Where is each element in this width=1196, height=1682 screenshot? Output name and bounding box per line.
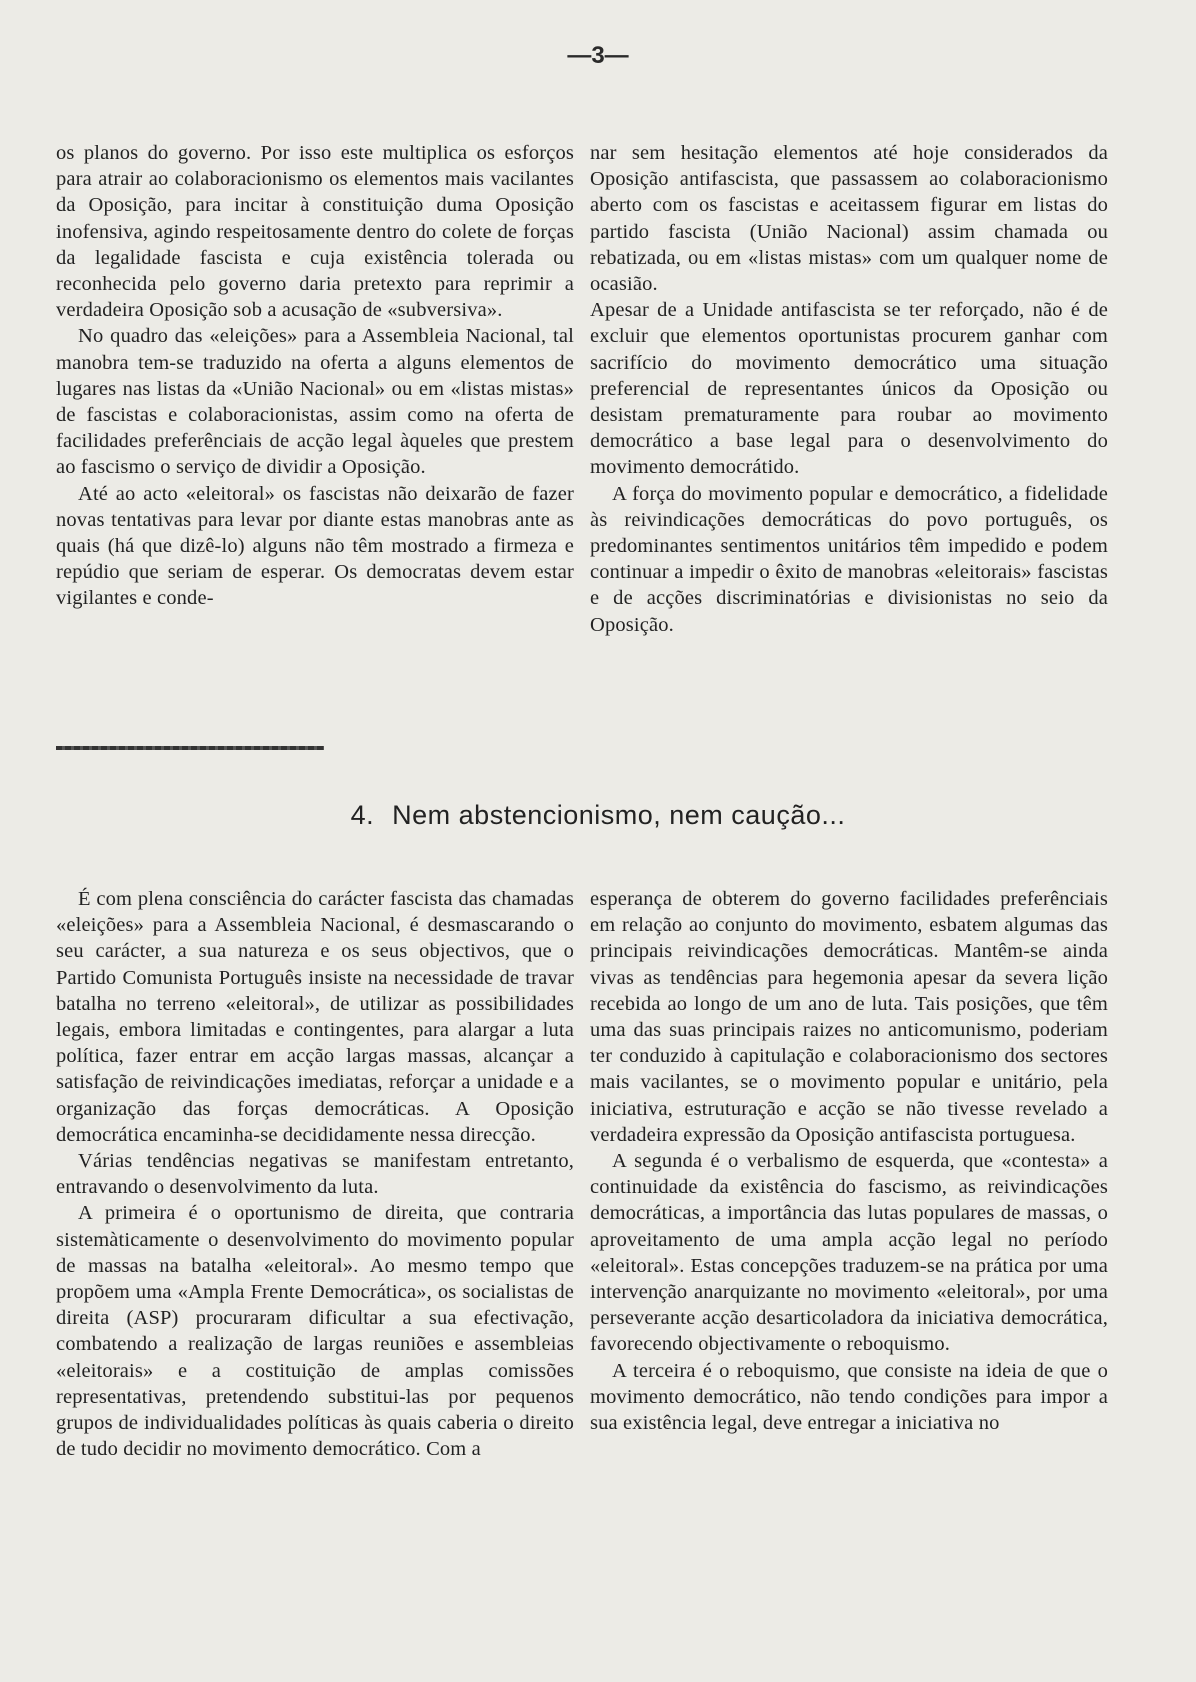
paragraph: A terceira é o reboquismo, que consiste na ideia de que o movimento democrático, não tendo condições para impor a sua existência legal, deve entregar a iniciativa no [590,1359,1108,1435]
paragraph: nar sem hesitação elementos até hoje considerados da Oposição antifascista, que passassem ao colaboracionismo aberto com os fascistas e aceitassem figurar em listas do partido fascista (União Nacional) assim chamada ou rebatizada, ou em «listas mistas» com um qualquer nome de ocasião. [590,142,1108,296]
section-title: Nem abstencionismo, nem caução... [392,800,846,830]
paragraph: No quadro das «eleições» para a Assembleia Nacional, tal manobra tem-se traduzido na oferta a alguns elementos de lugares nas listas da «União Nacional» ou em «listas mistas» de fascistas e colaboracionistas, assim como na oferta de facilidades preferênciais de acção legal àqueles que prestem ao fascismo o serviço de dividir a Oposição. [56,325,574,479]
paragraph: Até ao acto «eleitoral» os fascistas não deixarão de fazer novas tentativas para levar por diante estas manobras ante as quais (há que dizê-lo) alguns não têm mostrado a firmeza e repúdio que seriam de esperar. Os democratas devem estar vigilantes e conde- [56,482,574,610]
paragraph: É com plena consciência do carácter fascista das chamadas «eleições» para a Assembleia Nacional, é desmascarando o seu carácter, a sua natureza e os seus objectivos, que o Partido Comunista Português insiste na necessidade de travar batalha no terreno «eleitoral», de utilizar as possibilidades legais, embora limitadas e contingentes, para alargar a luta política, fazer entrar em acção largas massas, alcançar a satisfação de reivindicações imediatas, reforçar a unidade e a organização das forças democráticas. A Oposição democrática encaminha-se decididamente nessa direcção. [56,888,574,1146]
page-number: —3— [567,42,629,69]
section-number: 4. [350,800,375,830]
bottom-right-column [590,886,1108,1436]
paragraph: A segunda é o verbalismo de esquerda, que «contesta» a continuidade da existência do fascismo, as reivindicações democráticas, a importância das lutas populares de massas, o aproveitamento de uma ampla acção legal no período «eleitoral». Estas concepções traduzem-se na prática por uma intervenção anarquizante no movimento «eleitoral», por uma perseverante acção desarticoladora da iniciativa democrática, favorecendo objectivamente o reboquismo. [590,1150,1108,1356]
paragraph: A primeira é o oportunismo de direita, que contraria sistemàticamente o desenvolvimento do movimento popular de massas na batalha «eleitoral». Ao mesmo tempo que propõem uma «Ampla Frente Democrática», os socialistas de direita (ASP) procuraram dificultar a sua efectivação, combatendo a realização de largas reuniões e assembleias «eleitorais» e a costituição de amplas comissões representativas, pretendendo substitui-las por pequenos grupos de individualidades políticas às quais caberia o direito de tudo decidir no movimento democrático. Com a [56,1202,574,1461]
section-heading [0,800,1196,831]
paragraph: Apesar de a Unidade antifascista se ter reforçado, não é de excluir que elementos oportunistas procurem ganhar com sacrifício do movimento democrático uma situação preferencial de representantes únicos da Oposição ou desistam prematuramente para roubar ao movimento democrático a base legal para o desenvolvimento do movimento democrátido. [590,299,1108,479]
top-right-column [590,140,1108,638]
bottom-left-column [56,886,574,1462]
paragraph: Várias tendências negativas se manifestam entretanto, entravando o desenvolvimento da luta. [56,1150,574,1199]
paragraph: esperança de obterem do governo facilidades preferênciais em relação ao conjunto do movimento, esbatem algumas das principais reivindicações democráticas. Mantêm-se ainda vivas as tendências para hegemonia apesar da severa lição recebida ao longo de um ano de luta. Tais posições, que têm uma das suas principais raizes no anticomunismo, poderiam ter conduzido à capitulação e colaboracionismo dos sectores mais vacilantes, se o movimento popular e unitário, pela iniciativa, estruturação e acção se não tivesse revelado a verdadeira expressão da Oposição antifascista portuguesa. [590,888,1108,1146]
paragraph: os planos do governo. Por isso este multiplica os esforços para atrair ao colaboracionismo os elementos mais vacilantes da Oposição, para incitar à constituição duma Oposição inofensiva, agindo respeitosamente dentro do colete de forças da legalidade fascista e cuja existência tolerada ou reconhecida pelo governo daria pretexto para reprimir a verdadeira Oposição sob a acusação de «subversiva». [56,142,574,322]
divider-rule [56,746,324,750]
top-left-column [56,140,574,612]
paragraph: A força do movimento popular e democrático, a fidelidade às reivindicações democráticas do povo português, os predominantes sentimentos unitários têm impedido e podem continuar a impedir o êxito de manobras «eleitorais» fascistas e de acções discriminatórias e divisionistas no seio da Oposição. [590,482,1108,636]
